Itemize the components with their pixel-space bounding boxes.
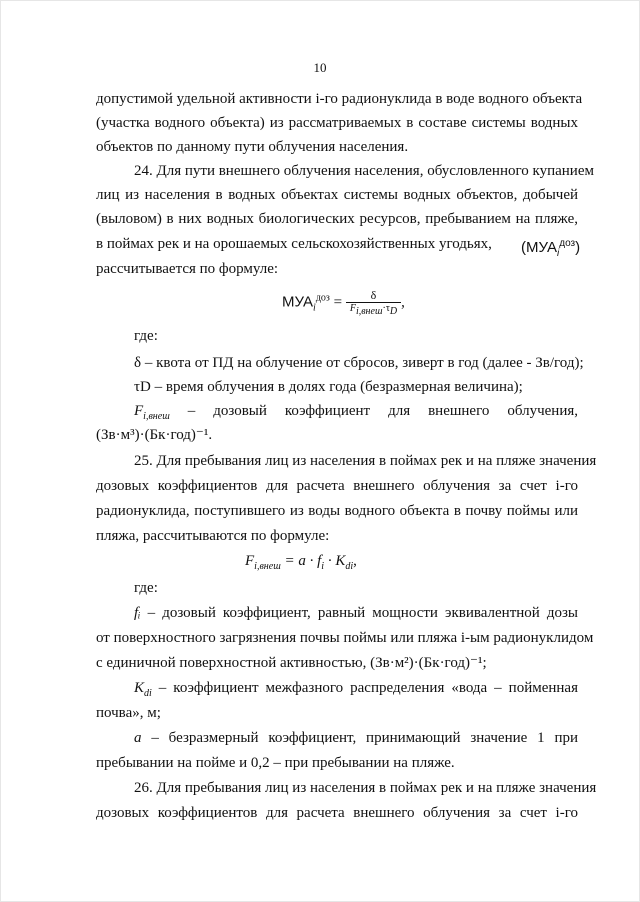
where-label: где: <box>134 580 158 596</box>
paragraph-26-line: 26. Для пребывания лиц из населения в поймах рек и на пляже значения <box>134 780 597 796</box>
text-line: допустимой удельной активности i-го радионуклида в воде водного объекта <box>96 91 583 107</box>
paragraph-25-line: пляжа, рассчитываются по формуле: <box>96 528 330 544</box>
definition-f-ivnesh: $F_{i,внеш}$ – дозовый коэффициент для внешнего облучения, <box>134 403 578 422</box>
paragraph-24-line: лиц из населения в водных объектах системы водных объектов, добычей <box>96 187 578 203</box>
paragraph-24-line: в поймах рек и на орошаемых сельскохозяйственных угодьях, <box>96 236 492 252</box>
inline-mua-symbol: $(МУА_i^{доз})$ <box>521 238 581 259</box>
text-line: (участка водного объекта) из рассматриваемых в составе системы водных <box>96 115 578 131</box>
paragraph-26-line: дозовых коэффициентов для расчета внешнего облучения за счет i-го <box>96 805 578 821</box>
definition-fi-line: от поверхностного загрязнения почвы поймы или пляжа i-ым радионуклидом <box>96 630 594 646</box>
definition-a-line: пребывании на пойме и 0,2 – при пребывании на пляже. <box>96 755 455 771</box>
definition-fi: fᵢ – дозовый коэффициент, равный мощности эквивалентной дозы <box>134 605 579 621</box>
definition-a: a – безразмерный коэффициент, принимающий значение 1 при <box>134 730 579 746</box>
definition-kd-line: почва», м; <box>96 705 161 721</box>
paragraph-25-line: радионуклида, поступившего из воды водного объекта в почву поймы или <box>96 503 578 519</box>
formula-f-ivnesh: $F_{i,внеш} = a \cdot f_i \cdot K_{di}$, <box>245 553 357 572</box>
definition-tau: τD – время облучения в долях года (безразмерная величина); <box>134 379 523 395</box>
paragraph-24-line: рассчитывается по формуле: <box>96 261 279 277</box>
definition-f-unit: (Зв·м³)·(Бк·год)⁻¹. <box>96 427 213 443</box>
paragraph-25-line: 25. Для пребывания лиц из населения в поймах рек и на пляже значения <box>134 453 597 469</box>
formula-fraction: $\frac{\delta}{F_{i,внеш}\cdot\tau_D}$ <box>346 288 401 318</box>
paragraph-25-line: дозовых коэффициентов для расчета внешнего облучения за счет i-го <box>96 478 578 494</box>
definition-delta: δ – квота от ПД на облучение от сбросов, зиверт в год (далее - Зв/год); <box>134 355 584 371</box>
text-line: объектов по данному пути облучения населения. <box>96 139 409 155</box>
page-number: 10 <box>313 60 327 75</box>
definition-kd: $K_{di}$ – коэффициент межфазного распределения «вода – пойменная <box>134 680 578 699</box>
where-label: где: <box>134 328 158 344</box>
formula-mua: $МУА_i^{доз}$ = $\frac{\delta}{F_{i,внеш}\cdot\tau_D}$ , <box>282 288 405 317</box>
definition-fi-line: с единичной поверхностной активностью, (Зв·м²)·(Бк·год)⁻¹; <box>96 655 487 671</box>
paragraph-24-line: (выловом) в них водных биологических ресурсов, пребыванием на пляже, <box>96 211 578 227</box>
paragraph-24-line: 24. Для пути внешнего облучения населения, обусловленного купанием <box>134 163 594 179</box>
